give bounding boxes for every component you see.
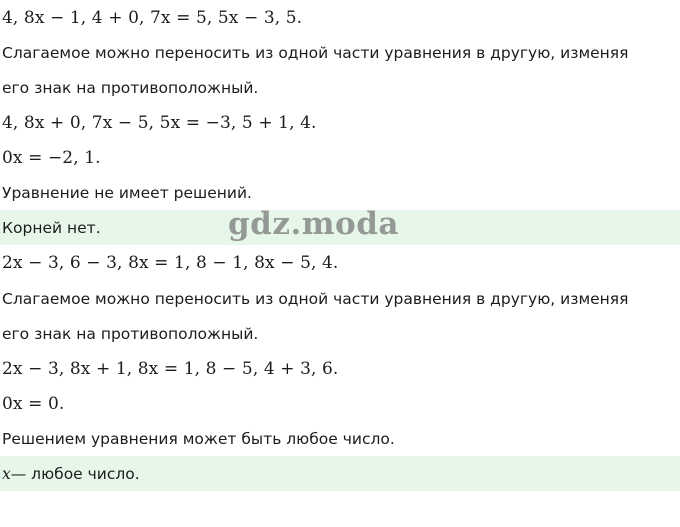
equation-line-2: 4, 8x + 0, 7x − 5, 5x = −3, 5 + 1, 4. [2, 112, 317, 133]
conclusion-line-1: Уравнение не имеет решений. [2, 183, 252, 202]
equation-line-1: 4, 8x − 1, 4 + 0, 7x = 5, 5x − 3, 5. [2, 7, 303, 28]
explanation-line-1: Слагаемое можно переносить из одной части уравнения в другую, изменяя [2, 43, 629, 62]
answer-text: — любое число. [10, 464, 140, 483]
answer-line-1: Корней нет. [0, 210, 680, 245]
equation-line-6: 0x = 0. [2, 393, 65, 414]
explanation-line-3: Слагаемое можно переносить из одной части уравнения в другую, изменяя [2, 289, 629, 308]
equation-line-4: 2x − 3, 6 − 3, 8x = 1, 8 − 1, 8x − 5, 4. [2, 252, 339, 273]
answer-line-2 [0, 456, 680, 491]
answer-variable: x [2, 464, 11, 483]
conclusion-line-2: Решением уравнения может быть любое число. [2, 429, 395, 448]
explanation-line-4: его знак на противоположный. [2, 324, 259, 343]
equation-line-3: 0x = −2, 1. [2, 147, 101, 168]
watermark-logo: gdz.moda [228, 206, 399, 242]
equation-line-5: 2x − 3, 8x + 1, 8x = 1, 8 − 5, 4 + 3, 6. [2, 358, 339, 379]
explanation-line-2: его знак на противоположный. [2, 78, 259, 97]
